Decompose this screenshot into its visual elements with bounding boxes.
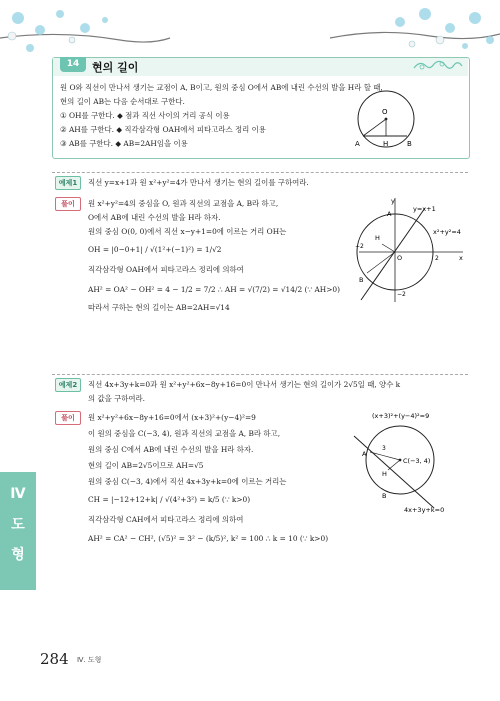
example1-line-3: 원의 중심 O(0, 0)에서 직선 x−y+1=0에 이르는 거리 OH는 (88, 227, 287, 236)
example1-graph-figure (355, 194, 467, 306)
ex2-label-a: A (362, 450, 367, 458)
page-number: 284 (40, 650, 69, 668)
ex1-label-line: y=x+1 (413, 205, 436, 213)
section-number: 14 (60, 57, 86, 72)
example2-solution-tag: 풀이 (55, 411, 81, 425)
chapter-tab-char-1: 도 (11, 517, 25, 533)
chapter-tab-char-2: 형 (11, 547, 25, 563)
ex2-label-line: 4x+3y+k=0 (404, 506, 445, 514)
ex1-label-x: x (459, 254, 463, 262)
example1-line-4: OH = |0−0+1| / √(1²+(−1)²) = 1/√2 (88, 245, 222, 254)
divider-2 (52, 374, 468, 375)
example1-line-7: 따라서 구하는 현의 길이는 AB=2AH=√14 (88, 303, 230, 312)
example2-circle-figure (338, 408, 464, 516)
example2-line-8: AH² = CA² − CH², (√5)² = 3² − (k/5)², k² = 100 ∴ k = 10 (∵ k>0) (88, 534, 329, 543)
ex2-label-c: C(−3, 4) (403, 457, 431, 465)
section-title: 현의 길이 (92, 61, 139, 74)
example2-line-3: 원의 중심 C에서 AB에 내린 수선의 발을 H라 하자. (88, 445, 254, 454)
fig-label-o: O (382, 108, 388, 116)
ex2-label-b: B (382, 492, 387, 500)
concept-step-1: ① OH를 구한다. ◆ 점과 직선 사이의 거리 공식 이용 (60, 111, 230, 120)
fig-label-b: B (407, 140, 412, 148)
example1-question: 직선 y=x+1과 원 x²+y²=4가 만나서 생기는 현의 길이를 구하여라. (88, 178, 309, 187)
ex1-label-p2: 2 (435, 255, 439, 262)
example2-line-2: 이 원의 중심을 C(−3, 4), 원과 직선의 교점을 A, B라 하고, (88, 429, 281, 438)
ex2-label-circle: (x+3)²+(y−4)²=9 (372, 412, 430, 420)
fig-label-h: H (383, 140, 389, 148)
example2-line-1: 원 x²+y²+6x−8y+16=0에서 (x+3)²+(y−4)²=9 (88, 413, 256, 422)
ex1-label-m2: −2 (355, 243, 364, 250)
swirl-ornament-icon (412, 58, 464, 74)
concept-step-3: ③ AB를 구한다. ◆ AB=2AH임을 이용 (60, 139, 188, 148)
divider-1 (52, 172, 468, 173)
ex1-label-a: A (387, 210, 392, 218)
ex2-label-3: 3 (382, 445, 386, 452)
example2-question-1: 직선 4x+3y+k=0과 원 x²+y²+6x−8y+16=0이 만나서 생기는 현의 길이가 2√5일 때, 양수 k (88, 380, 401, 389)
concept-step-2: ② AH를 구한다. ◆ 직각삼각형 OAH에서 피타고라스 정리 이용 (60, 125, 266, 134)
concept-line-1: 원 O와 직선이 만나서 생기는 교점이 A, B이고, 원의 중심 O에서 AB에 내린 수선의 발을 H라 할 때, (60, 83, 383, 92)
ex1-label-m2b: −2 (397, 291, 406, 298)
example1-line-1: 원 x²+y²=4의 중심을 O, 원과 직선의 교점을 A, B라 하고, (88, 199, 279, 208)
example2-line-5: 원의 중심 C(−3, 4)에서 직선 4x+3y+k=0에 이르는 거리는 (88, 477, 287, 486)
ex1-label-o: O (397, 254, 403, 262)
example2-line-7: 직각삼각형 CAH에서 피타고라스 정리에 의하여 (88, 515, 244, 524)
example2-question-2: 의 값을 구하여라. (88, 394, 146, 403)
fig-label-a: A (355, 140, 360, 148)
example1-line-5: 직각삼각형 OAH에서 피타고라스 정리에 의하여 (88, 265, 244, 274)
concept-line-2: 현의 길이 AB는 다음 순서대로 구한다. (60, 97, 185, 106)
ex1-label-h: H (375, 234, 380, 242)
ex1-label-y: y (391, 197, 395, 205)
example1-solution-tag: 풀이 (55, 197, 81, 211)
concept-circle-figure (350, 88, 422, 154)
ex2-label-h: H (382, 470, 387, 478)
ex1-label-b: B (359, 276, 364, 284)
chapter-tab-numeral: Ⅳ (10, 486, 26, 502)
footer-chapter: Ⅳ. 도형 (77, 656, 102, 664)
example2-line-4: 현의 길이 AB=2√5이므로 AH=√5 (88, 461, 204, 470)
example2-line-6: CH = |−12+12+k| / √(4²+3²) = k/5 (∵ k>0) (88, 495, 251, 504)
example1-line-2: O에서 AB에 내린 수선의 발을 H라 하자. (88, 213, 221, 222)
example2-tag: 예제2 (55, 378, 81, 392)
ex1-label-circle: x²+y²=4 (433, 228, 461, 236)
example1-tag: 예제1 (55, 176, 81, 190)
example1-line-6: AH² = OA² − OH² = 4 − 1/2 = 7/2 ∴ AH = √(7/2) = √14/2 (∵ AH>0) (88, 285, 341, 294)
